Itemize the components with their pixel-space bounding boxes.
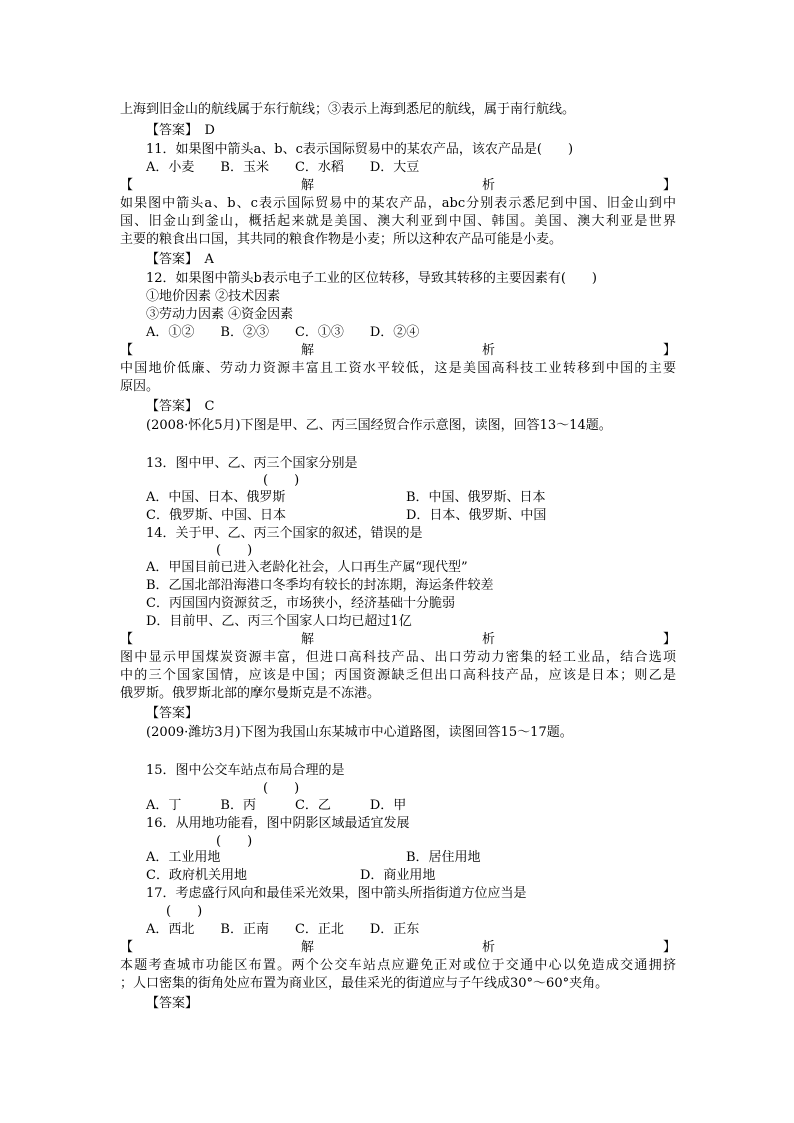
question-15-options: A．丁 B．丙 C．乙 D．甲 (146, 798, 407, 813)
analysis-text: ；人口密集的街角处应布置为商业区，最佳采光的街道应与子午线成30°～60°夹角。 (120, 976, 609, 991)
analysis-bracket-open: 【 (120, 343, 134, 358)
analysis-text: 俄罗斯。俄罗斯北部的摩尔曼斯克是不冻港。 (120, 686, 381, 701)
analysis-bracket-close: 】 (662, 178, 676, 193)
question-16: 16．从用地功能看，图中阴影区域最适宜发展 (146, 816, 410, 831)
analysis-text: 本题考查城市功能区布置。两个公交车站点应避免正对或位于交通中心以免造成交通拥挤 (120, 958, 676, 973)
analysis-char-1: 解 (300, 178, 314, 193)
analysis-bracket-close: 】 (662, 632, 676, 647)
analysis-bracket-open: 【 (120, 940, 134, 955)
analysis-header (120, 939, 676, 957)
section-intro: (2009·潍坊3月)下图为我国山东某城市中心道路图，读图回答15～17题。 (146, 725, 573, 740)
analysis-bracket-open: 【 (120, 178, 134, 193)
analysis-bracket-close: 】 (662, 940, 676, 955)
question-16-option-a: A．工业用地 (146, 850, 221, 865)
question-14: 14．关于甲、乙、丙三个国家的叙述，错误的是 (146, 526, 423, 541)
question-12: 12．如果图中箭头b表示电子工业的区位转移，导致其转移的主要因素有( ) (146, 271, 598, 286)
question-13-option-b: B．中国、俄罗斯、日本 (406, 490, 546, 505)
question-14-option-a: A．甲国目前已进入老龄化社会，人口再生产属“现代型” (146, 560, 468, 575)
question-16-option-c: C．政府机关用地 (146, 868, 247, 883)
question-16-option-b: B．居住用地 (406, 850, 481, 865)
question-11-options: A．小麦 B．玉米 C．水稻 D．大豆 (146, 160, 420, 175)
question-12-factors: ①地价因素 ②技术因素 (146, 289, 281, 304)
analysis-char-1: 解 (300, 940, 314, 955)
analysis-bracket-open: 【 (120, 632, 134, 647)
question-14-option-d: D．目前甲、乙、丙三个国家人口均已超过1亿 (146, 614, 412, 629)
answer-line: 【答案】 (146, 706, 199, 721)
analysis-char-1: 解 (300, 343, 314, 358)
analysis-text: 如果图中箭头a、b、c表示国际贸易中的某农产品，abc分别表示悉尼到中国、旧金山到中 (120, 196, 676, 211)
analysis-bracket-close: 】 (662, 343, 676, 358)
question-11: 11．如果图中箭头a、b、c表示国际贸易中的某农产品，该农产品是( ) (146, 142, 574, 157)
section-intro: (2008·怀化5月)下图是甲、乙、丙三国经贸合作示意图，读图，回答13～14题。 (146, 418, 612, 433)
analysis-header (120, 342, 676, 360)
analysis-char-2: 析 (481, 343, 495, 358)
analysis-text: 原因。 (120, 379, 160, 394)
answer-line: 【答案】 D (146, 123, 215, 138)
question-17: 17．考虑盛行风向和最佳采光效果，图中箭头所指街道方位应当是 (146, 886, 527, 901)
answer-blank: ( ) (216, 543, 253, 558)
question-15: 15．图中公交车站点布局合理的是 (146, 763, 345, 778)
answer-blank: ( ) (263, 781, 300, 796)
analysis-char-2: 析 (481, 940, 495, 955)
answer-line: 【答案】 C (146, 399, 215, 414)
analysis-char-2: 析 (481, 632, 495, 647)
analysis-header (120, 177, 676, 195)
analysis-char-2: 析 (481, 178, 495, 193)
answer-line: 【答案】 (146, 996, 199, 1011)
analysis-header (120, 631, 676, 649)
question-13-option-d: D．日本、俄罗斯、中国 (406, 508, 547, 523)
analysis-text: 中的三个国家国情，应该是中国；丙国资源缺乏但出口高科技产品，应该是日本；则乙是 (120, 668, 676, 683)
question-17-options: A．西北 B．正南 C．正北 D．正东 (146, 922, 420, 937)
question-12-factors: ③劳动力因素 ④资金因素 (146, 307, 294, 322)
question-13-option-c: C．俄罗斯、中国、日本 (146, 508, 286, 523)
analysis-char-1: 解 (300, 632, 314, 647)
question-13: 13．图中甲、乙、丙三个国家分别是 (146, 456, 358, 471)
question-12-options: A．①② B．②③ C．①③ D．②④ (146, 325, 420, 340)
question-16-option-d: D．商业用地 (360, 868, 436, 883)
answer-blank: ( ) (166, 904, 203, 919)
analysis-text: 主要的粮食出口国，其共同的粮食作物是小麦；所以这种农产品可能是小麦。 (120, 232, 563, 247)
question-14-option-b: B．乙国北部沿海港口冬季均有较长的封冻期，海运条件较差 (146, 578, 494, 593)
analysis-text: 中国地价低廉、劳动力资源丰富且工资水平较低，这是美国高科技工业转移到中国的主要 (120, 361, 676, 376)
analysis-text: 国、旧金山到釜山，概括起来就是美国、澳大利亚到中国、韩国。美国、澳大利亚是世界 (120, 214, 676, 229)
question-13-option-a: A．中国、日本、俄罗斯 (146, 490, 286, 505)
text-line: 上海到旧金山的航线属于东行航线；③表示上海到悉尼的航线，属于南行航线。 (120, 102, 576, 117)
answer-blank: ( ) (263, 473, 300, 488)
answer-line: 【答案】 A (146, 252, 214, 267)
analysis-text: 图中显示甲国煤炭资源丰富，但进口高科技产品、出口劳动力密集的轻工业品，结合选项 (120, 650, 676, 665)
answer-blank: ( ) (216, 834, 253, 849)
question-14-option-c: C．丙国国内资源贫乏，市场狭小，经济基础十分脆弱 (146, 596, 455, 611)
